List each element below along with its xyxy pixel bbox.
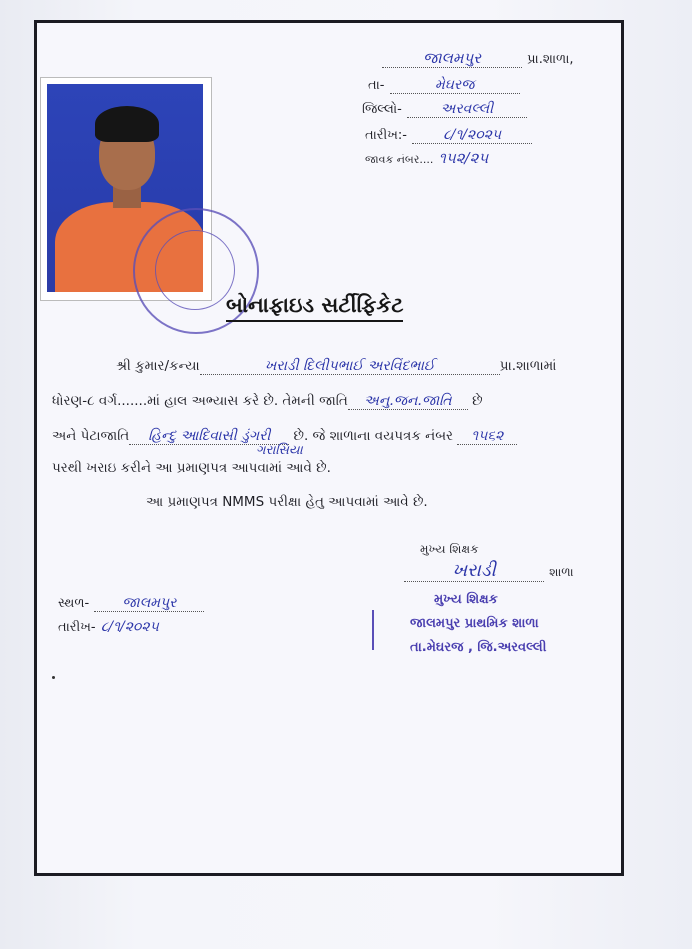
standard-text: ધોરણ-૮ વર્ગ.......માં હાલ અભ્યાસ કરે છે. તેમની જાતિ xyxy=(52,393,348,409)
subcaste-value: હિન્દુ આદિવાસી ડુંગરી xyxy=(129,428,289,445)
school-suffix: પ્રા.શાળા, xyxy=(527,52,574,67)
body-line-4: પરથી ખરાઇ કરીને આ પ્રમાણપત્ર આપવામાં આવે છે. xyxy=(52,460,331,476)
taluka-line xyxy=(368,74,520,94)
caste-value: અનુ.જન.જાતિ xyxy=(348,393,468,410)
stamp-address: તા.મેઘરજ , જિ.અરવલ્લી xyxy=(410,640,547,655)
footer-date-value: ૮/૧/૨૦૨૫ xyxy=(100,619,159,635)
stamp-school-name: જાલમપુર પ્રાથમિક શાળા xyxy=(410,616,539,631)
footer-date-label: તારીખ- xyxy=(58,620,96,635)
subcaste-label: અને પેટાજાતિ xyxy=(52,428,130,444)
head-teacher-label: મુખ્ય શિક્ષક xyxy=(420,542,479,556)
body-line-1 xyxy=(116,358,556,375)
school-name-line xyxy=(382,48,574,68)
outward-label: જાવક નંબર.... xyxy=(365,153,434,166)
caste-suffix: છે xyxy=(472,393,483,409)
district-label: જિલ્લો- xyxy=(362,102,402,117)
place-label: સ્થળ- xyxy=(58,596,90,611)
head-teacher-signature: ખરાડી xyxy=(404,560,544,582)
signature-school-suffix: શાળા xyxy=(549,565,574,579)
header-date-label: તારીખ:- xyxy=(365,128,407,143)
footer-date-line xyxy=(58,616,159,635)
outward-number-line xyxy=(365,148,488,167)
register-label: છે. જે શાળાના વયપત્રક નંબર xyxy=(293,428,454,444)
stamp-divider xyxy=(372,610,374,650)
body-line-2 xyxy=(52,393,483,410)
place-value: જાલમપુર xyxy=(94,595,204,612)
stamp-designation: મુખ્ય શિક્ષક xyxy=(434,592,498,607)
header-date-value: ૮/૧/૨૦૨૫ xyxy=(412,127,532,144)
taluka-value: મેઘરજ xyxy=(390,77,520,94)
outward-value: ૧૫૨/૨૫ xyxy=(438,149,489,167)
student-label: શ્રી કુમાર/કન્યા xyxy=(116,358,200,374)
register-number: ૧૫૬૨ xyxy=(457,428,517,445)
school-name: જાલમપુર xyxy=(382,49,522,68)
district-value: અરવલ્લી xyxy=(407,101,527,118)
taluka-label: તા- xyxy=(368,78,385,93)
header-date-line xyxy=(365,124,532,144)
margin-dot xyxy=(52,676,55,679)
student-name: ખરાડી દિલીપભાઈ અરવિંદભાઈ xyxy=(200,358,500,375)
body-line-5: આ પ્રમાણપત્ર NMMS પરીક્ષા હેતુ આપવામાં આવે છે. xyxy=(146,494,428,510)
school-label: પ્રા.શાળામાં xyxy=(499,358,557,374)
place-line xyxy=(58,592,204,612)
signature-line xyxy=(404,560,574,582)
subcaste-extra: ગરાસિયા xyxy=(256,443,303,458)
district-line xyxy=(362,98,527,118)
certificate-title: બોનાફાઇડ સર્ટીફિકેટ xyxy=(226,293,403,322)
